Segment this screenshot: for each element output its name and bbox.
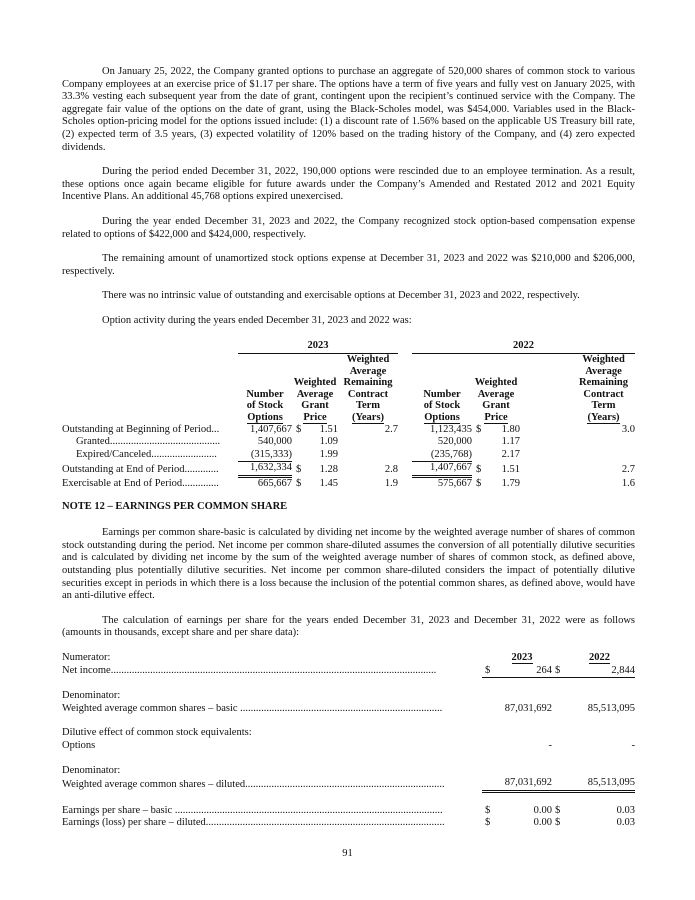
paragraph-option-activity-intro: Option activity during the years ended December 31, 2023 and 2022 was:	[102, 314, 412, 326]
table-row: Earnings per share – basic ...................................................................................................... $ 0.00 $ 0.03	[62, 804, 635, 816]
paragraph-options-rescinded: During the period ended December 31, 2022, 190,000 options were rescinded due to an employee termination. As a result, these options once again became eligible for future awards under the Company’s Amended and Restated 2012 and 2021 Equity Incentive Plans. An additional 45,768 options expired unexercised.	[62, 166, 635, 203]
page-number: 91	[342, 848, 353, 859]
table-row: Weighted average common shares – basic ............................................................................. 87,031,692 85,513,095	[62, 702, 635, 714]
weighted-price-header-2022: Weighted Average Grant Price	[474, 377, 518, 424]
weighted-price-header-2023: Weighted Average Grant Price	[293, 377, 337, 424]
table-row: Weighted average common shares – diluted............................................................................ 87,031,692 85,513,095	[62, 777, 635, 790]
paragraph-unamortized-expense: The remaining amount of unamortized stock options expense at December 31, 2023 and 2022 was $210,000 and $206,000, respectively.	[62, 253, 635, 277]
denominator-label: Denominator:	[62, 690, 121, 702]
option-activity-table	[62, 340, 635, 491]
remaining-term-header-2022: Weighted Average Remaining Contract Term (Years)	[578, 354, 628, 424]
paragraph-compensation-expense: During the year ended December 31, 2023 and 2022, the Company recognized stock option-based compensation expense related to options of $422,000 and $424,000, respectively.	[62, 215, 635, 240]
year-2023-header: 2023	[238, 340, 398, 354]
table-row: Earnings (loss) per share – diluted........................................................................................... $ 0.00 $ 0.03	[62, 817, 635, 829]
document-page	[62, 66, 635, 830]
denominator-label-diluted: Denominator:	[62, 764, 121, 776]
table-row: Net income............................................................................................................................ $ 264 $ 2,844	[62, 664, 635, 677]
table-row: Exercisable at End of Period.............. 665,667 $ 1.45 1.9 575,667 $ 1.79 1.6	[62, 478, 635, 490]
paragraph-eps-calculation-intro: The calculation of earnings per share for the years ended December 31, 2023 and December 31, 2022 were as follows (amounts in thousands, except share and per share data):	[62, 614, 635, 639]
eps-year-2022-header: 2022	[589, 651, 610, 663]
table-row: Granted.......................................... 540,000 1.09 520,000 1.17	[76, 436, 520, 448]
paragraph-intrinsic-value: There was no intrinsic value of outstanding and exercisable options at December 31, 2023 and 2022, respectively.	[102, 290, 580, 302]
table-row: Outstanding at End of Period............. 1,632,334 $ 1.28 2.8 1,407,667 $ 1.51 2.7	[62, 462, 635, 475]
number-of-options-header-2022: Number of Stock Options	[423, 388, 461, 424]
remaining-term-header-2023: Weighted Average Remaining Contract Term (Years)	[343, 354, 393, 424]
eps-table	[62, 652, 635, 830]
table-row: Options - -	[62, 739, 635, 751]
eps-year-2023-header: 2023	[511, 651, 533, 663]
note-12-heading: NOTE 12 – EARNINGS PER COMMON SHARE	[62, 500, 288, 512]
number-of-options-header-2023: Number of Stock Options	[246, 388, 284, 424]
dilutive-effect-label: Dilutive effect of common stock equivalents:	[62, 727, 252, 739]
numerator-label: Numerator:	[62, 651, 111, 663]
paragraph-option-grant: On January 25, 2022, the Company granted options to purchase an aggregate of 520,000 shares of common stock to various Company employees at an exercise price of $1.17 per share. The options have a term of five years and fully vest on January 2025, with 33.3% vesting each subsequent year from the date of grant, contingent upon the recipient’s continued service with the Company. The aggregate fair value of the options on the date of grant, using the Black-Scholes model, was $454,000. Variables used in the Black-Scholes option-pricing model for the options issued include: (1) a discount rate of 1.56% based on the applicable US Treasury bill rate, (2) expected term of 3.5 years, (3) expected volatility of 120% based on the trading history of the Company, and (4) zero expected dividends.	[62, 66, 635, 153]
year-2022-header: 2022	[412, 340, 635, 354]
paragraph-eps-definition: Earnings per common share-basic is calculated by dividing net income by the weighted average number of shares of common stock outstanding during the period. Net income per common share-diluted assumes the conversion of all potentially dilutive securities and is calculated by dividing net income by the sum of the weighted average number of shares of common stock, as defined above, outstanding plus potentially dilutive securities. Net income per common share-diluted considers the impact of potentially dilutive securities except in periods in which there is a loss because the inclusion of the potential common shares, as defined above, would have an anti-dilutive effect.	[62, 527, 635, 602]
table-row: Expired/Canceled......................... (315,333) 1.99 (235,768) 2.17	[76, 448, 520, 461]
table-row: Outstanding at Beginning of Period... 1,407,667 $ 1.51 2.7 1,123,435 $ 1.80 3.0	[62, 423, 635, 435]
